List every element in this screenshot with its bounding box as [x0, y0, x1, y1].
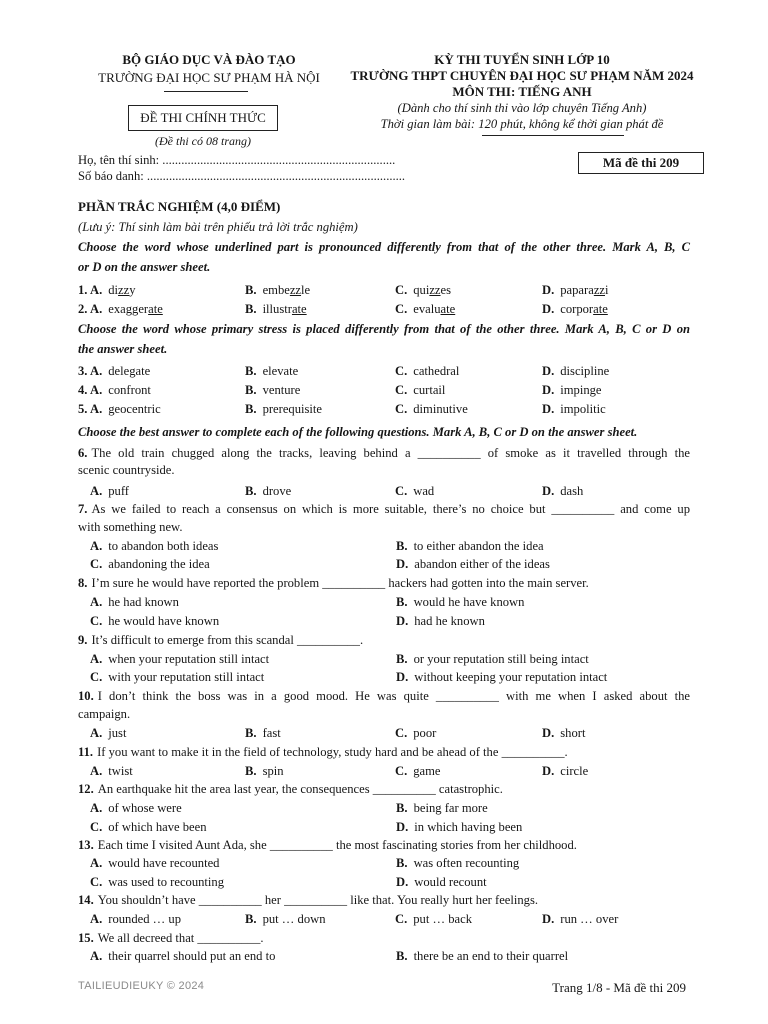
option-letter: D.	[542, 364, 555, 378]
option-letter: B.	[396, 652, 408, 666]
option-text: spin	[262, 764, 284, 778]
option-text: diminutive	[413, 402, 468, 416]
word-part: illustr	[262, 302, 292, 316]
option-text: elevate	[262, 364, 299, 378]
question-number: 7.	[78, 502, 88, 516]
option-letter: A.	[90, 383, 103, 397]
school-name: TRƯỜNG THPT CHUYÊN ĐẠI HỌC SƯ PHẠM NĂM 2024	[350, 68, 694, 83]
option-text: delegate	[108, 364, 151, 378]
option-letter: C.	[395, 383, 408, 397]
answer-option	[396, 670, 607, 685]
question-text-cont: scenic countryside.	[78, 463, 175, 477]
option-text: he would have known	[108, 614, 220, 628]
option-letter: D.	[542, 402, 555, 416]
option-text: prerequisite	[262, 402, 323, 416]
question-text: The old train chugged along the tracks, leaving behind a __________ of smoke as it travelled through the	[91, 446, 690, 460]
question-text: You shouldn’t have __________ her __________ like that. You really hurt her feelings.	[97, 893, 539, 907]
answer-option	[395, 726, 436, 741]
question-stem	[78, 782, 690, 797]
answer-option	[542, 402, 606, 417]
option-letter: C.	[90, 820, 103, 834]
ministry-name: BỘ GIÁO DỤC VÀ ĐÀO TẠO	[122, 52, 296, 67]
question-text: I’m sure he would have reported the problem __________ hackers had gotten into the main server.	[91, 576, 589, 590]
option-letter: D.	[396, 820, 409, 834]
option-text: he had known	[108, 595, 179, 609]
option-text: fast	[262, 726, 281, 740]
question-number: 2.	[78, 302, 88, 316]
option-letter: B.	[396, 856, 408, 870]
option-text: circle	[560, 764, 589, 778]
option-letter: A.	[90, 595, 103, 609]
word-part: exagger	[108, 302, 149, 316]
option-text: or your reputation still being intact	[413, 652, 589, 666]
answer-option	[396, 539, 544, 554]
option-letter: A.	[90, 402, 103, 416]
question-text: It’s difficult to emerge from this scandal __________.	[91, 633, 364, 647]
answer-option	[396, 875, 487, 890]
candidate-id-field: Số báo danh: ..................................................................................	[78, 169, 406, 183]
answer-option	[395, 484, 434, 499]
answer-option	[542, 764, 588, 779]
answer-option	[90, 484, 129, 499]
question-number: 11.	[78, 745, 94, 759]
university-name: TRƯỜNG ĐẠI HỌC SƯ PHẠM HÀ NỘI	[98, 70, 320, 85]
option-letter: B.	[396, 539, 408, 553]
page-number-footer: Trang 1/8 - Mã đề thi 209	[552, 980, 686, 995]
option-text: twist	[108, 764, 133, 778]
instruction-pronunciation: Choose the word whose underlined part is pronounced differently from that of the other three. Mark A, B, C	[78, 240, 690, 254]
option-text: wad	[413, 484, 435, 498]
answer-option	[396, 595, 524, 610]
option-text: without keeping your reputation intact	[414, 670, 608, 684]
question-stem	[78, 576, 690, 591]
question-number: 5.	[78, 402, 88, 416]
option-letter: D.	[396, 614, 409, 628]
question-number: 14.	[78, 893, 94, 907]
option-text: would recount	[414, 875, 487, 889]
instruction-pronunciation-cont: or D on the answer sheet.	[78, 260, 211, 274]
answer-option	[245, 402, 322, 417]
option-text: with your reputation still intact	[108, 670, 265, 684]
option-text: in which having been	[414, 820, 523, 834]
page-count-note: (Đề thi có 08 trang)	[155, 134, 251, 148]
answer-option	[90, 726, 126, 741]
question-number: 9.	[78, 633, 88, 647]
option-text: put … back	[413, 912, 473, 926]
option-letter: C.	[90, 557, 103, 571]
option-text: curtail	[413, 383, 446, 397]
answer-option	[542, 912, 618, 927]
question-stem	[78, 689, 690, 704]
option-text: impolitic	[560, 402, 606, 416]
option-letter: D.	[542, 383, 555, 397]
instruction-completion: Choose the best answer to complete each of the following questions. Mark A, B, C or D on the answer sheet.	[78, 425, 638, 439]
answer-option	[396, 801, 488, 816]
answer-option	[90, 539, 218, 554]
answer-option	[245, 484, 291, 499]
option-letter: D.	[542, 764, 555, 778]
question-number: 3.	[78, 364, 88, 378]
option-text: put … down	[262, 912, 326, 926]
time-allowed: Thời gian làm bài: 120 phút, không kể thời gian phát đề	[380, 117, 664, 131]
option-text: poor	[413, 726, 437, 740]
option-text: puff	[108, 484, 130, 498]
option-letter: A.	[90, 726, 103, 740]
answer-option	[396, 614, 485, 629]
question-text: We all decreed that __________.	[97, 931, 264, 945]
answer-option	[245, 283, 310, 298]
word-part: qui	[413, 283, 430, 297]
answer-option	[90, 402, 161, 417]
option-letter: A.	[90, 764, 103, 778]
answer-option	[396, 557, 550, 572]
question-text-cont: campaign.	[78, 707, 131, 721]
word-part: le	[301, 283, 311, 297]
option-letter: A.	[90, 283, 103, 297]
option-letter: B.	[245, 764, 257, 778]
answer-option	[245, 364, 298, 379]
question-text: Each time I visited Aunt Ada, she __________ the most fascinating stories from her childhood.	[97, 838, 577, 852]
option-text: just	[108, 726, 127, 740]
header-underline-left	[164, 91, 248, 92]
answer-option	[245, 726, 281, 741]
word-part: es	[440, 283, 452, 297]
option-letter: D.	[396, 875, 409, 889]
answer-option	[90, 283, 136, 298]
option-text: would have recounted	[108, 856, 220, 870]
underlined-part: zz	[429, 283, 441, 297]
answer-option	[90, 875, 224, 890]
option-letter: D.	[542, 283, 555, 297]
answer-option	[90, 302, 163, 317]
option-text: discipline	[560, 364, 610, 378]
answer-option	[90, 949, 275, 964]
option-text: of whose were	[108, 801, 182, 815]
answer-option	[90, 820, 207, 835]
option-letter: D.	[542, 912, 555, 926]
answer-option	[245, 912, 326, 927]
option-text: being far more	[413, 801, 488, 815]
answer-option	[90, 364, 150, 379]
option-text: was often recounting	[413, 856, 520, 870]
option-letter: C.	[395, 402, 408, 416]
underlined-part: ate	[148, 302, 163, 316]
option-letter: C.	[395, 302, 408, 316]
option-letter: C.	[395, 484, 408, 498]
question-stem	[78, 745, 690, 760]
option-letter: A.	[90, 652, 103, 666]
underlined-part: ate	[291, 302, 307, 316]
option-letter: D.	[542, 726, 555, 740]
question-text-cont: with something new.	[78, 520, 183, 534]
question-number: 1.	[78, 283, 88, 297]
option-text: drove	[262, 484, 292, 498]
underlined-part: ate	[440, 302, 456, 316]
option-letter: A.	[90, 856, 103, 870]
option-text: short	[560, 726, 586, 740]
option-letter: D.	[396, 557, 409, 571]
option-text: geocentric	[108, 402, 161, 416]
answer-option	[542, 383, 602, 398]
answer-option	[395, 402, 468, 417]
answer-option	[245, 764, 284, 779]
option-letter: B.	[245, 364, 257, 378]
answer-option	[396, 820, 522, 835]
official-exam-label: ĐỀ THI CHÍNH THỨC	[128, 105, 278, 131]
answer-option	[395, 764, 441, 779]
subject-name: MÔN THI: TIẾNG ANH	[452, 84, 592, 99]
word-part: papara	[560, 283, 594, 297]
question-stem	[78, 633, 690, 648]
question-text: I don’t think the boss was in a good mood. He was quite __________ with me when I asked about the	[97, 689, 690, 703]
option-letter: C.	[90, 670, 103, 684]
answer-option	[542, 364, 609, 379]
answer-option	[396, 949, 568, 964]
question-stem	[78, 446, 690, 461]
answer-option	[542, 726, 585, 741]
underlined-part: zz	[593, 283, 605, 297]
option-letter: B.	[245, 912, 257, 926]
word-part: di	[108, 283, 119, 297]
answer-option	[245, 302, 307, 317]
option-letter: B.	[396, 949, 408, 963]
answer-option	[90, 912, 181, 927]
option-letter: B.	[245, 283, 257, 297]
header-underline-right	[482, 135, 624, 136]
question-number: 6.	[78, 446, 88, 460]
option-letter: C.	[90, 875, 103, 889]
option-letter: B.	[396, 595, 408, 609]
option-letter: C.	[395, 726, 408, 740]
option-letter: A.	[90, 949, 103, 963]
option-text: confront	[108, 383, 151, 397]
option-text: rounded … up	[108, 912, 182, 926]
answer-option	[90, 764, 133, 779]
question-number: 13.	[78, 838, 94, 852]
option-text: was used to recounting	[108, 875, 225, 889]
option-text: dash	[560, 484, 584, 498]
option-letter: D.	[542, 484, 555, 498]
word-part: evalu	[413, 302, 441, 316]
option-text: impinge	[560, 383, 602, 397]
answer-option	[90, 614, 219, 629]
word-part: corpor	[560, 302, 594, 316]
section-title: PHẦN TRẮC NGHIỆM (4,0 ĐIỂM)	[78, 199, 281, 214]
option-text: to abandon both ideas	[108, 539, 219, 553]
option-letter: C.	[395, 764, 408, 778]
option-letter: C.	[395, 283, 408, 297]
question-text: An earthquake hit the area last year, the consequences __________ catastrophic.	[97, 782, 503, 796]
option-letter: D.	[542, 302, 555, 316]
answer-option	[90, 595, 179, 610]
option-letter: C.	[90, 614, 103, 628]
question-number: 10.	[78, 689, 94, 703]
answer-option	[396, 652, 589, 667]
answer-option	[90, 856, 219, 871]
answer-option	[395, 302, 455, 317]
word-part: i	[605, 283, 609, 297]
option-text: to either abandon the idea	[413, 539, 544, 553]
option-letter: B.	[245, 302, 257, 316]
option-text: their quarrel should put an end to	[108, 949, 276, 963]
option-letter: A.	[90, 539, 103, 553]
option-letter: A.	[90, 912, 103, 926]
option-letter: A.	[90, 801, 103, 815]
question-number: 15.	[78, 931, 94, 945]
option-text: there be an end to their quarrel	[413, 949, 569, 963]
instruction-stress: Choose the word whose primary stress is placed differently from that of the other three. Mark A, B, C or D on	[78, 322, 690, 336]
answer-option	[395, 364, 459, 379]
section-note: (Lưu ý: Thí sinh làm bài trên phiếu trả lời trắc nghiệm)	[78, 220, 358, 234]
answer-option	[542, 484, 583, 499]
option-letter: B.	[245, 402, 257, 416]
option-text: game	[413, 764, 441, 778]
option-letter: A.	[90, 302, 103, 316]
option-letter: C.	[395, 912, 408, 926]
answer-option	[90, 652, 269, 667]
option-letter: B.	[245, 484, 257, 498]
option-text: abandoning the idea	[108, 557, 210, 571]
question-number: 12.	[78, 782, 94, 796]
question-number: 4.	[78, 383, 88, 397]
option-text: cathedral	[413, 364, 460, 378]
option-letter: C.	[395, 364, 408, 378]
option-letter: A.	[90, 364, 103, 378]
question-stem	[78, 931, 690, 946]
question-stem	[78, 502, 690, 517]
answer-option	[90, 557, 210, 572]
candidate-note: (Dành cho thí sinh thi vào lớp chuyên Tiếng Anh)	[397, 101, 647, 115]
instruction-stress-cont: the answer sheet.	[78, 342, 168, 356]
word-part: y	[129, 283, 136, 297]
option-text: abandon either of the ideas	[414, 557, 550, 571]
underlined-part: zz	[289, 283, 302, 297]
answer-option	[395, 912, 472, 927]
answer-option	[395, 383, 445, 398]
underlined-part: zz	[118, 283, 130, 297]
option-letter: B.	[245, 726, 257, 740]
option-text: of which have been	[108, 820, 207, 834]
question-stem	[78, 838, 690, 853]
question-number: 8.	[78, 576, 88, 590]
answer-option	[90, 670, 264, 685]
question-text: If you want to make it in the field of technology, study hard and be ahead of the __________.	[97, 745, 568, 759]
option-text: had he known	[414, 614, 485, 628]
exam-title: KỲ THI TUYỂN SINH LỚP 10	[434, 52, 610, 67]
answer-option	[396, 856, 519, 871]
candidate-name-field: Họ, tên thí sinh: ..........................................................................	[78, 153, 396, 167]
option-text: when your reputation still intact	[108, 652, 270, 666]
underlined-part: ate	[593, 302, 608, 316]
watermark-footer: TAILIEUDIEUKY © 2024	[78, 980, 205, 992]
answer-option	[90, 801, 182, 816]
question-stem	[78, 893, 690, 908]
option-letter: B.	[245, 383, 257, 397]
option-letter: A.	[90, 484, 103, 498]
option-letter: B.	[396, 801, 408, 815]
answer-option	[90, 383, 151, 398]
answer-option	[542, 302, 608, 317]
answer-option	[395, 283, 451, 298]
option-text: would he have known	[413, 595, 525, 609]
word-part: embe	[262, 283, 290, 297]
question-text: As we failed to reach a consensus on which is more suitable, there’s no choice but __________ and come up	[91, 502, 690, 516]
answer-option	[542, 283, 609, 298]
option-letter: D.	[396, 670, 409, 684]
exam-code-box: Mã đề thi 209	[578, 152, 704, 174]
answer-option	[245, 383, 300, 398]
option-text: venture	[262, 383, 301, 397]
option-text: run … over	[560, 912, 619, 926]
